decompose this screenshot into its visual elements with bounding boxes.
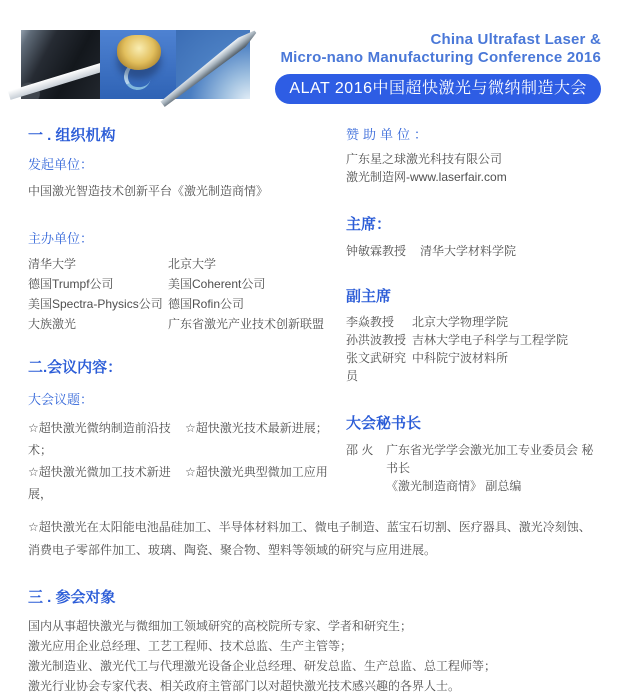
vice-row xyxy=(346,349,601,385)
photo-strip xyxy=(21,30,250,99)
initiator-row xyxy=(28,182,346,199)
topic-cell: ☆超快激光微加工技术新进展， xyxy=(28,465,171,501)
vice-chairman-heading: 副主席 xyxy=(346,288,392,305)
main-columns xyxy=(0,104,621,505)
host-table xyxy=(28,254,346,334)
chairman-row xyxy=(346,242,601,259)
attendee-line: 国内从事超快激光与微细加工领域研究的高校院所专家、学者和研究生； xyxy=(28,619,413,633)
topics-paragraph-line: ☆超快激光在太阳能电池晶硅加工、半导体材料加工、微电子制造、蓝宝石切割、医疗器具、激光冷刻蚀、 xyxy=(28,520,591,534)
host-row xyxy=(28,314,346,334)
attendee-line: 激光行业协会专家代表、相关政府主管部门以对超快激光技术感兴趣的各界人士。 xyxy=(28,679,461,693)
vice-org: 北京大学物理学院 xyxy=(412,315,509,329)
metal-needle-photo xyxy=(176,30,250,99)
chairman-heading: 主席： xyxy=(346,216,392,233)
vice-name: 孙洪波教授 xyxy=(346,333,407,347)
initiator-item: 中国激光智造技术创新平台 xyxy=(28,184,173,198)
host-cell: 清华大学 xyxy=(28,257,77,271)
section-attendees xyxy=(0,562,621,696)
host-cell: 广东省激光产业技术创新联盟 xyxy=(168,317,325,331)
conference-title-block xyxy=(250,30,601,104)
topic-cell: ☆超快激光典型微加工应用 xyxy=(185,465,328,479)
section-content-heading: 二.会议内容： xyxy=(28,359,123,376)
sponsor-label: 赞助单位： xyxy=(346,127,432,142)
initiator-label: 发起单位： xyxy=(28,157,94,172)
conference-title-line2: Micro-nano Manufacturing Conference 2016 xyxy=(280,49,601,66)
host-row xyxy=(28,294,346,314)
host-cell: 北京大学 xyxy=(168,257,217,271)
attendee-line: 激光应用企业总经理、工艺工程师、技术总监、生产主管等； xyxy=(28,639,353,653)
host-row xyxy=(28,274,346,294)
conference-badge: ALAT 2016中国超快激光与微纳制造大会 xyxy=(275,74,601,104)
secretary-row xyxy=(346,441,601,495)
topic-row xyxy=(28,461,346,505)
chairman-org: 清华大学材料学院 xyxy=(420,244,517,258)
header xyxy=(0,0,621,104)
host-cell: 美国Spectra-Physics公司 xyxy=(28,297,163,311)
left-column xyxy=(28,124,346,505)
vice-name: 张文武研究员 xyxy=(346,351,407,383)
chairman-name: 钟敏霖教授 xyxy=(346,244,407,258)
laser-streak-shape xyxy=(8,61,109,100)
topic-rows xyxy=(28,417,346,505)
host-cell: 德国Trumpf公司 xyxy=(28,277,114,291)
host-cell: 大族激光 xyxy=(28,317,77,331)
vice-row xyxy=(346,313,601,331)
vice-name: 李焱教授 xyxy=(346,315,395,329)
section-organization-heading: 一 . 组织机构 xyxy=(28,127,116,144)
conference-title-line1: China Ultrafast Laser & xyxy=(430,31,601,48)
sponsor-lines xyxy=(346,150,601,186)
sponsor-line: 激光制造网-www.laserfair.com xyxy=(346,170,507,184)
secretary-name: 邵 火 xyxy=(346,443,374,457)
laser-cut-tube-photo xyxy=(21,30,100,99)
topics-paragraph xyxy=(0,505,621,562)
topics-paragraph-line: 消费电子零部件加工、玻璃、陶瓷、聚合物、塑料等领域的研究与应用进展。 xyxy=(28,543,437,557)
vice-org: 吉林大学电子科学与工程学院 xyxy=(412,333,569,347)
secretary-role-line2: 《激光制造商情》 副总编 xyxy=(386,479,522,493)
vice-row xyxy=(346,331,601,349)
vice-org: 中科院宁波材料所 xyxy=(412,351,509,365)
host-label: 主办单位： xyxy=(28,231,94,246)
topic-cell: ☆超快激光技术最新进展； xyxy=(185,421,328,435)
right-column xyxy=(346,124,601,495)
attendees-heading: 三 . 参会对象 xyxy=(28,589,116,606)
host-cell: 美国Coherent公司 xyxy=(168,277,266,291)
attendee-line: 激光制造业、激光代工与代理激光设备企业总经理、研发总监、生产总监、总工程师等； xyxy=(28,659,497,673)
gold-gem-shape xyxy=(117,35,161,70)
topics-label: 大会议题： xyxy=(28,392,94,407)
initiator-item: 《激光制造商情》 xyxy=(172,184,269,198)
host-cell: 德国Rofin公司 xyxy=(168,297,245,311)
secretary-roles xyxy=(386,441,601,495)
topic-cell: ☆超快激光微纳制造前沿技术； xyxy=(28,421,171,457)
attendees-lines xyxy=(28,616,601,696)
gold-jewelry-photo xyxy=(100,30,176,99)
vice-chairman-rows xyxy=(346,313,601,385)
host-row xyxy=(28,254,346,274)
secretary-role-line1: 广东省光学学会激光加工专业委员会 秘书长 xyxy=(386,443,594,475)
sponsor-line: 广东星之球激光科技有限公司 xyxy=(346,152,503,166)
secretary-heading: 大会秘书长 xyxy=(346,415,422,432)
topic-row xyxy=(28,417,346,461)
